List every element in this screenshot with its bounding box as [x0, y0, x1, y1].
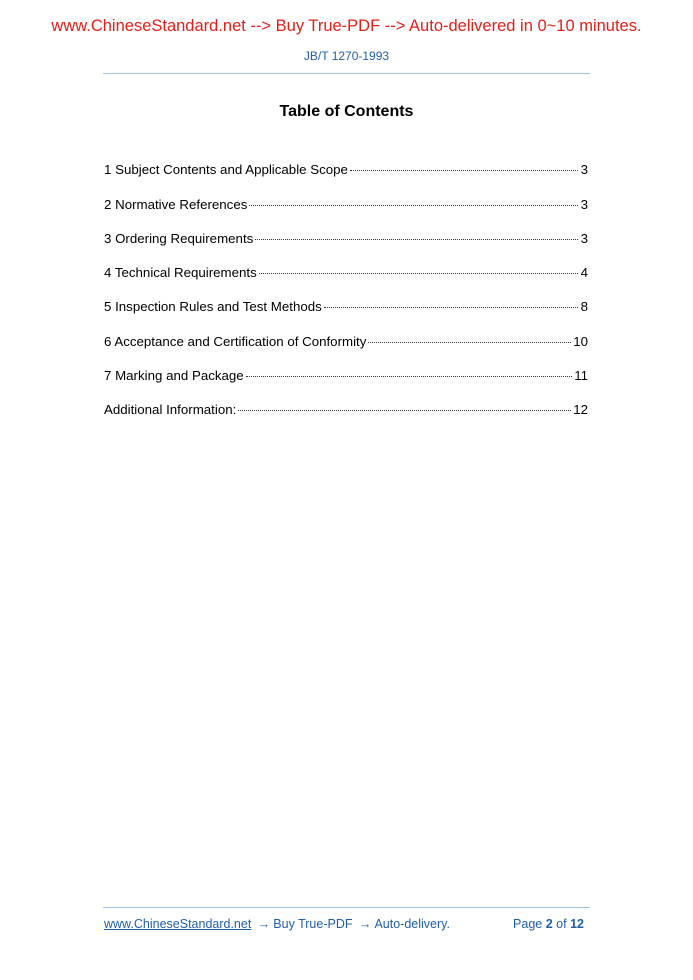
toc-leader-dots — [255, 226, 578, 240]
toc-entry-page: 3 — [580, 162, 588, 178]
document-id: JB/T 1270-1993 — [303, 49, 390, 63]
table-of-contents — [104, 160, 588, 434]
toc-leader-dots — [368, 328, 571, 342]
toc-leader-dots — [238, 397, 571, 411]
toc-entry-page: 12 — [573, 402, 588, 418]
toc-entry-label: 4 Technical Requirements — [104, 265, 257, 281]
toc-leader-dots — [259, 260, 578, 274]
footer-divider — [103, 907, 590, 908]
toc-entry-page: 4 — [580, 265, 588, 281]
toc-entry-label: 3 Ordering Requirements — [104, 230, 254, 246]
page-total: 12 — [570, 917, 584, 931]
footer-site-link[interactable]: www.ChineseStandard.net — [104, 917, 252, 931]
toc-entry-label: 5 Inspection Rules and Test Methods — [104, 299, 322, 315]
toc-title: Table of Contents — [279, 103, 414, 120]
page-word: Page — [513, 917, 543, 931]
toc-entry[interactable] — [104, 331, 588, 365]
banner-text[interactable]: www.ChineseStandard.net --> Buy True-PDF --> Auto-delivered in 0~10 minutes. — [51, 17, 642, 35]
of-word: of — [556, 917, 567, 931]
page-indicator — [513, 917, 584, 931]
toc-entry[interactable] — [104, 366, 588, 400]
toc-entry-page: 3 — [580, 230, 588, 246]
toc-entry[interactable] — [104, 160, 588, 194]
arrow-right-icon: → — [257, 917, 271, 931]
footer-delivery-text: Auto-delivery. — [374, 917, 450, 931]
toc-entry-label: 6 Acceptance and Certification of Conformity — [104, 333, 367, 349]
toc-entry-label: 7 Marking and Package — [104, 368, 244, 384]
toc-leader-dots — [249, 191, 578, 205]
toc-entry-page: 11 — [574, 368, 588, 384]
toc-entry-page: 10 — [573, 333, 588, 349]
toc-entry-label: Additional Information: — [104, 402, 237, 418]
toc-entry-label: 2 Normative References — [104, 196, 248, 212]
header-divider — [103, 73, 590, 74]
arrow-right-icon: → — [358, 917, 372, 931]
toc-entry[interactable] — [104, 194, 588, 228]
footer-promo — [104, 917, 450, 931]
toc-entry[interactable] — [104, 297, 588, 331]
toc-entry[interactable] — [104, 400, 588, 434]
toc-entry-page: 8 — [580, 299, 588, 315]
toc-entry[interactable] — [104, 229, 588, 263]
footer-buy-text: Buy True-PDF — [273, 917, 353, 931]
toc-leader-dots — [246, 363, 572, 377]
toc-entry[interactable] — [104, 263, 588, 297]
page-current: 2 — [545, 917, 553, 931]
toc-leader-dots — [324, 294, 578, 308]
toc-leader-dots — [350, 157, 578, 171]
toc-entry-label: 1 Subject Contents and Applicable Scope — [104, 162, 348, 178]
toc-entry-page: 3 — [580, 196, 588, 212]
